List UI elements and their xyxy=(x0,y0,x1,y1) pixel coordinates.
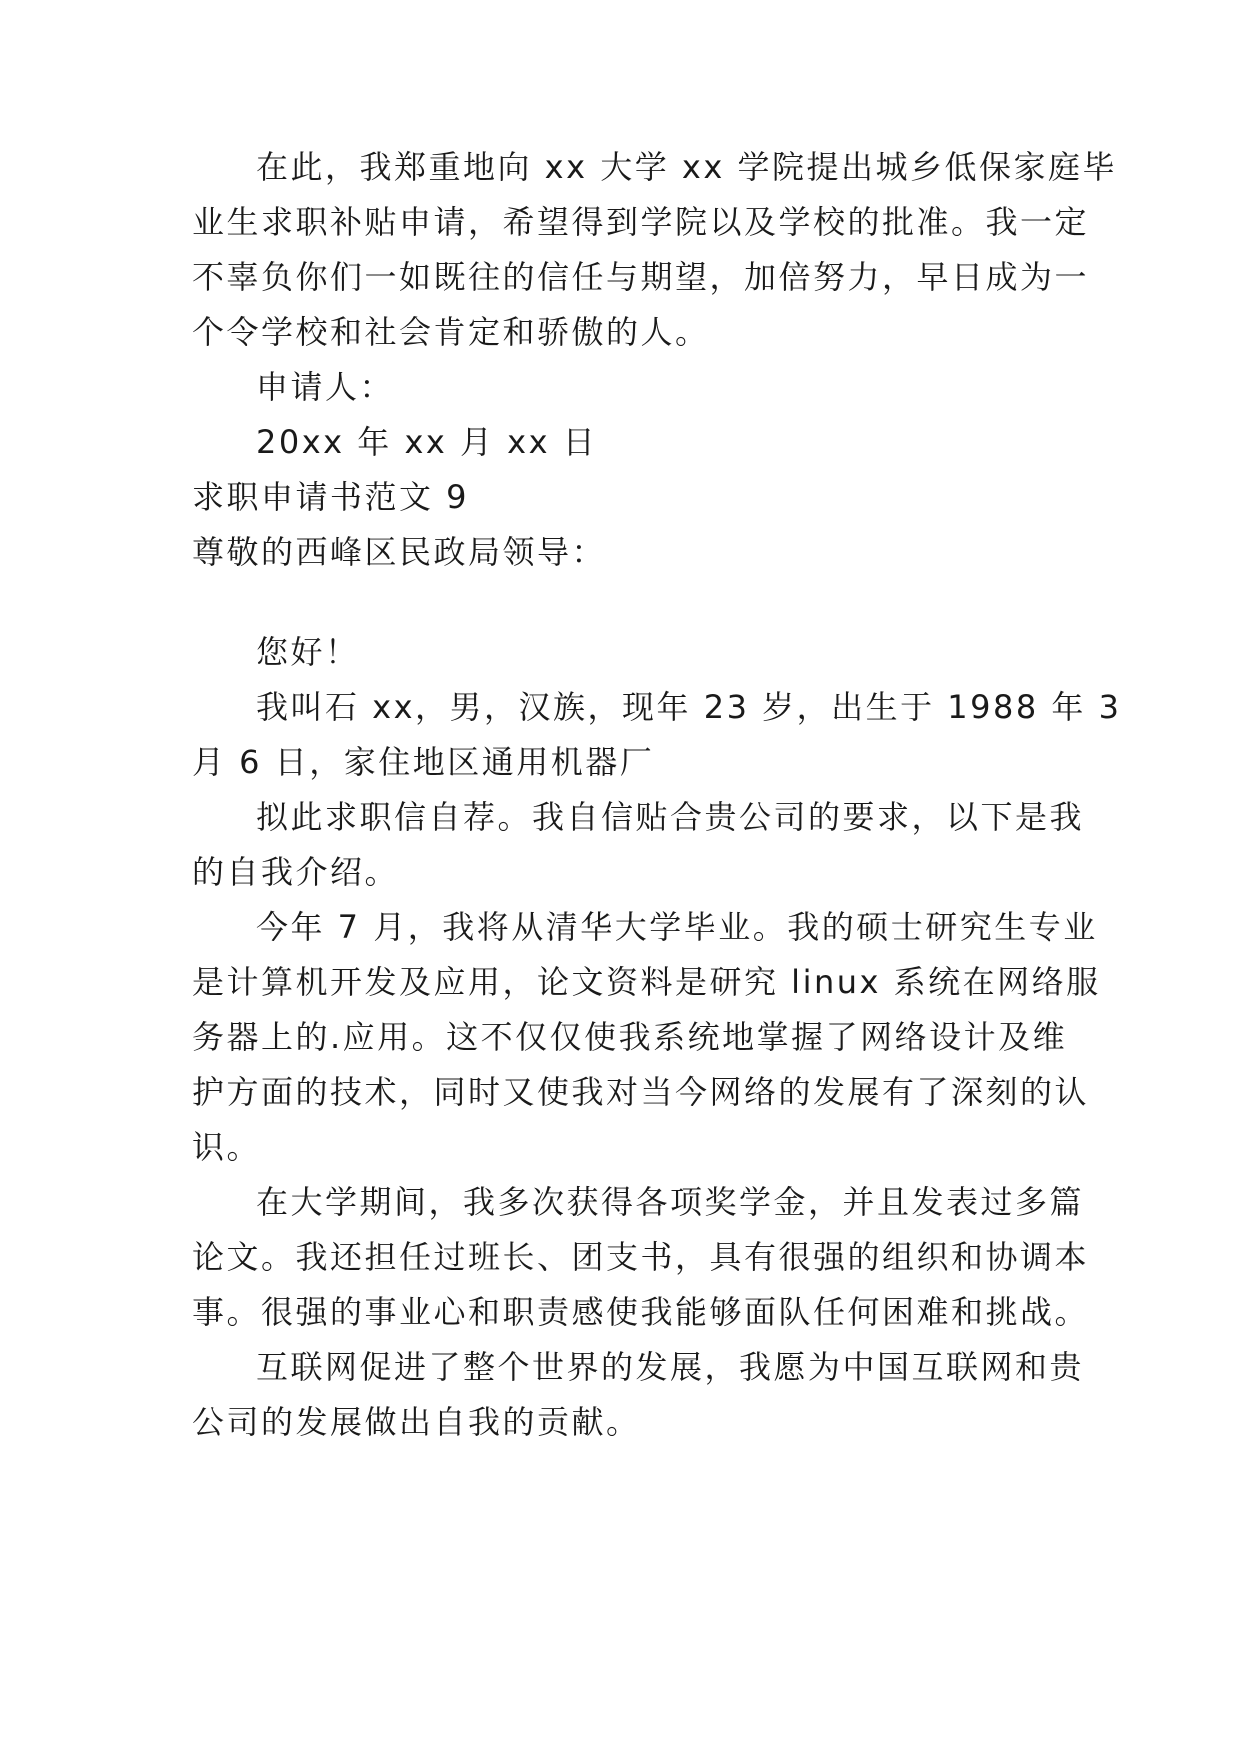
paragraph-line: 事。很强的事业心和职责感使我能够面队任何困难和挑战。 xyxy=(192,1293,1090,1331)
greeting: 您好！ xyxy=(256,633,360,671)
paragraph-line: 在此，我郑重地向 xx 大学 xx 学院提出城乡低保家庭毕 xyxy=(256,148,1117,186)
salutation: 尊敬的西峰区民政局领导： xyxy=(192,533,607,571)
date-line: 20xx 年 xx 月 xx 日 xyxy=(256,423,598,461)
paragraph-line: 不辜负你们一如既往的信任与期望，加倍努力，早日成为一 xyxy=(192,258,1090,296)
paragraph-line: 护方面的技术，同时又使我对当今网络的发展有了深刻的认 xyxy=(192,1073,1090,1111)
paragraph-line: 拟此求职信自荐。我自信贴合贵公司的要求，以下是我 xyxy=(256,798,1085,836)
paragraph-line: 务器上的.应用。这不仅仅使我系统地掌握了网络设计及维 xyxy=(192,1018,1068,1056)
paragraph-line: 我叫石 xx，男，汉族，现年 23 岁，出生于 1988 年 3 xyxy=(256,688,1122,726)
section-heading: 求职申请书范文 9 xyxy=(192,478,470,516)
paragraph-line: 个令学校和社会肯定和骄傲的人。 xyxy=(192,313,710,351)
paragraph-line: 在大学期间，我多次获得各项奖学金，并且发表过多篇 xyxy=(256,1183,1085,1221)
paragraph-line: 业生求职补贴申请，希望得到学院以及学校的批准。我一定 xyxy=(192,203,1090,241)
paragraph-line: 互联网促进了整个世界的发展，我愿为中国互联网和贵 xyxy=(256,1348,1085,1386)
paragraph-line: 论文。我还担任过班长、团支书，具有很强的组织和协调本 xyxy=(192,1238,1090,1276)
paragraph-line: 的自我介绍。 xyxy=(192,853,400,891)
paragraph-line: 公司的发展做出自我的贡献。 xyxy=(192,1403,641,1441)
paragraph-line: 识。 xyxy=(192,1128,262,1166)
paragraph-line: 今年 7 月，我将从清华大学毕业。我的硕士研究生专业 xyxy=(256,908,1098,946)
paragraph-line: 月 6 日，家住地区通用机器厂 xyxy=(192,743,655,781)
paragraph-line: 是计算机开发及应用，论文资料是研究 linux 系统在网络服 xyxy=(192,963,1101,1001)
applicant-label: 申请人： xyxy=(256,368,395,406)
